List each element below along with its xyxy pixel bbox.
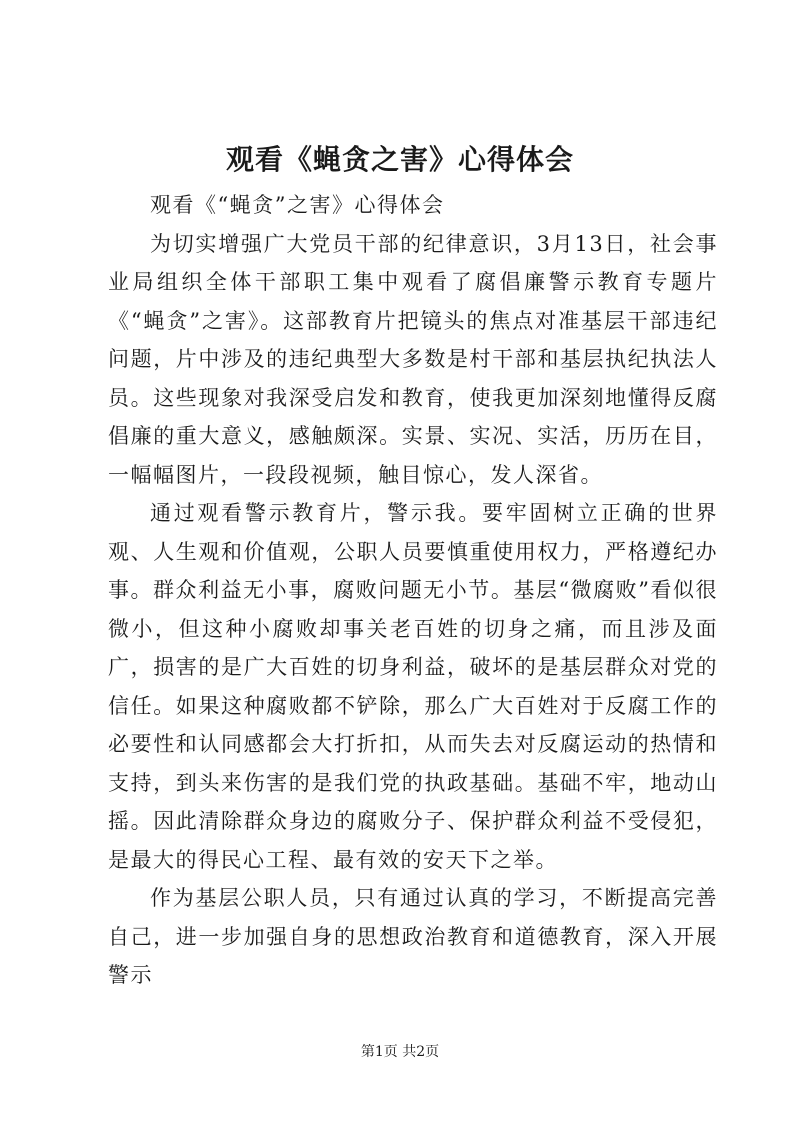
page-footer: 第1页 共2页 bbox=[360, 1044, 440, 1060]
body-paragraph: 为切实增强广大党员干部的纪律意识，3月13日，社会事业局组织全体干部职工集中观看了腐倡廉警示教育专题片《“蝇贪”之害》。这部教育片把镜头的焦点对准基层干部违纪问题，片中涉及的违纪典型大多数是村干部和基层执纪执法人员。这些现象对我深受启发和教育，使我更加深刻地懂得反腐倡廉的重大意义，感触颇深。实景、实况、实活，历历在目，一幅幅图片，一段段视频，触目惊心，发人深省。 bbox=[108, 231, 718, 487]
document-body bbox=[108, 186, 718, 995]
subtitle-paragraph: 观看《“蝇贪”之害》心得体会 bbox=[150, 193, 445, 217]
document-title: 观看《蝇贪之害》心得体会 bbox=[225, 143, 574, 176]
body-paragraph: 通过观看警示教育片，警示我。要牢固树立正确的世界观、人生观和价值观，公职人员要慎重使用权力，严格遵纪办事。群众利益无小事，腐败问题无小节。基层“微腐败”看似很微小，但这种小腐败却事关老百姓的切身之痛，而且涉及面广，损害的是广大百姓的切身利益，破坏的是基层群众对党的信任。如果这种腐败都不铲除，那么广大百姓对于反腐工作的必要性和认同感都会大打折扣，从而失去对反腐运动的热情和支持，到头来伤害的是我们党的执政基础。基础不牢，地动山摇。因此清除群众身边的腐败分子、保护群众利益不受侵犯，是最大的得民心工程、最有效的安天下之举。 bbox=[108, 501, 718, 872]
body-paragraph: 作为基层公职人员，只有通过认真的学习，不断提高完善自己，进一步加强自身的思想政治教育和道德教育，深入开展警示 bbox=[108, 886, 718, 987]
